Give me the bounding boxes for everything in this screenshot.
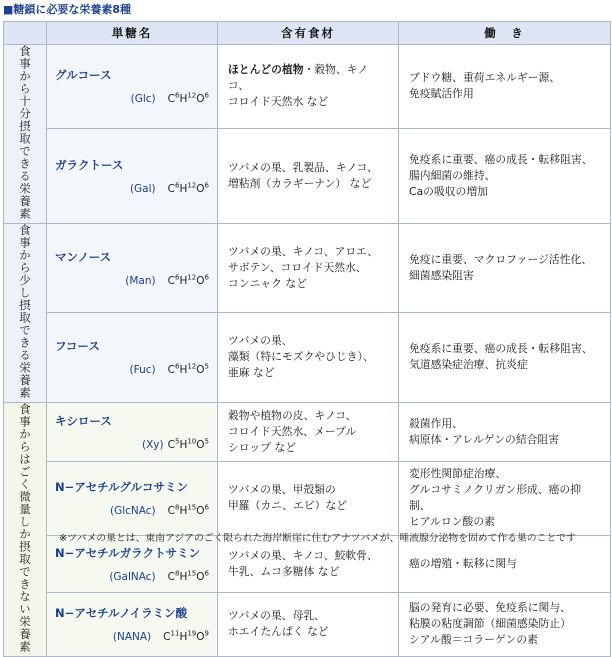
foods-cell: ツバメの巣、甲殻類の 甲羅（カニ、エビ）など — [218, 462, 399, 535]
effects-cell: 免疫に重要、マクロファージ活性化、 細菌感染阻害 — [399, 224, 611, 313]
table-row — [4, 224, 611, 313]
effects-cell: 変形性関節症治療、 グルコサミノクリガン形成、癌の抑制、 ヒアルロン酸の素 — [399, 462, 611, 535]
sugar-abbr: (Man) — [125, 274, 156, 287]
chemical-formula: $C^6H^{12}O^6$ — [167, 273, 209, 287]
sugar-abbr: (GlcNAc) — [109, 505, 156, 518]
foods-cell: ツバメの巣、 藻類（特にモズクやひじき）、 亜麻 など — [218, 312, 399, 402]
sugar-abbr: (Fuc) — [129, 364, 156, 377]
sugar-abbr: (Glc) — [130, 93, 156, 106]
effects-cell: 免疫系に重要、癌の成長・転移阻害、 気道感染症治療、抗炎症 — [399, 312, 611, 402]
effects-cell: 殺菌作用、 病原体・アレルゲンの結合阻害 — [399, 403, 611, 462]
sugar-name-cell — [47, 403, 218, 462]
group-label-1: 食事から十分摂取できる栄養素 — [4, 45, 47, 224]
table-header-row — [4, 22, 611, 45]
effects-cell: 癌の増殖・転移に関与 — [399, 535, 611, 592]
page-title: ■糖鎖に必要な栄養素8種 — [3, 3, 132, 16]
sugar-name-cell — [47, 224, 218, 313]
sugar-name-cell — [47, 592, 218, 656]
foods-cell: ツバメの巣、キノコ、アロエ、 サボテン、コロイド天然水、 コンニャク など — [218, 224, 399, 313]
foods-cell: ツバメの巣、乳製品、キノコ、 増粘剤（カラギーナン） など — [218, 128, 399, 223]
sugar-name: N−アセチルグルコサミン — [55, 480, 188, 495]
table-row — [4, 592, 611, 656]
table-row — [4, 403, 611, 462]
sugar-abbr: (Gal) — [129, 182, 156, 195]
header-name: 単糖名 — [47, 22, 218, 45]
sugar-name: キシロース — [55, 414, 112, 429]
table-row — [4, 128, 611, 223]
sugar-name-cell — [47, 128, 218, 223]
footnote: ※ツバメの巣とは、東南アジアのごく限られた海岸断崖に住むアナツバメが、唾液腺分泌物を固めて作る巣のことです — [59, 533, 576, 544]
chemical-formula: $C^5H^{10}O^5$ — [167, 437, 209, 452]
effects-cell: ブドウ糖、重荷エネルギー源、 免疫賦活作用 — [399, 45, 611, 129]
sugar-name: N−アセチルノイラミン酸 — [55, 606, 188, 621]
foods-cell: ツバメの巣、母乳、 ホエイたんぱく など — [218, 592, 399, 656]
chemical-formula: $C^{11}H^{19}O^9$ — [163, 629, 209, 644]
chemical-formula: $C^6H^{12}O^6$ — [167, 91, 209, 106]
header-group — [4, 22, 47, 45]
chemical-formula: $C^6H^{12}O^6$ — [167, 181, 209, 195]
table-row — [4, 462, 611, 535]
header-foods: 含有食材 — [218, 22, 399, 45]
nutrient-table — [3, 21, 611, 657]
header-effects: 働 き — [399, 22, 611, 45]
table-row — [4, 45, 611, 129]
foods-cell: ツバメの巣、キノコ、鮫軟骨、 牛乳、ムコ多糖体 など — [218, 535, 399, 592]
effects-cell: 免疫系に重要、癌の成長・転移阻害、 腸内細菌の維持、 Caの吸収の増加 — [399, 128, 611, 223]
sugar-abbr: (NANA) — [112, 631, 152, 644]
sugar-abbr: (GalNAc) — [109, 570, 156, 583]
chemical-formula: $C^8H^{15}O^6$ — [167, 569, 209, 583]
foods-cell: 穀物や植物の皮、キノコ、 コロイド天然水、メープル シロップ など — [218, 403, 399, 462]
group-label-3: 食事からはごく微量しか摂取できない栄養素 — [4, 403, 47, 657]
table-row — [4, 312, 611, 402]
sugar-name-cell — [47, 462, 218, 535]
sugar-name: フコース — [55, 339, 100, 354]
sugar-name: N−アセチルガラクトサミン — [55, 545, 201, 560]
foods-cell: ほとんどの植物・穀物、キノコ、 コロイド天然水 など — [218, 45, 399, 129]
sugar-name: マンノース — [55, 249, 112, 264]
effects-cell: 脳の発育に必要、免疫系に関与、 粘膜の粘度調節（細菌感染防止） シアル酸＝コラーゲンの素 — [399, 592, 611, 656]
sugar-name: グルコース — [55, 68, 112, 83]
sugar-abbr: (Xy) — [142, 439, 164, 452]
sugar-name-cell — [47, 312, 218, 402]
sugar-name: ガラクトース — [55, 157, 124, 172]
chemical-formula: $C^6H^{12}O^5$ — [167, 362, 209, 377]
sugar-name-cell — [47, 45, 218, 129]
group-label-2: 食事から少し摂取できる栄養素 — [4, 224, 47, 403]
chemical-formula: $C^8H^{15}O^6$ — [167, 503, 209, 518]
